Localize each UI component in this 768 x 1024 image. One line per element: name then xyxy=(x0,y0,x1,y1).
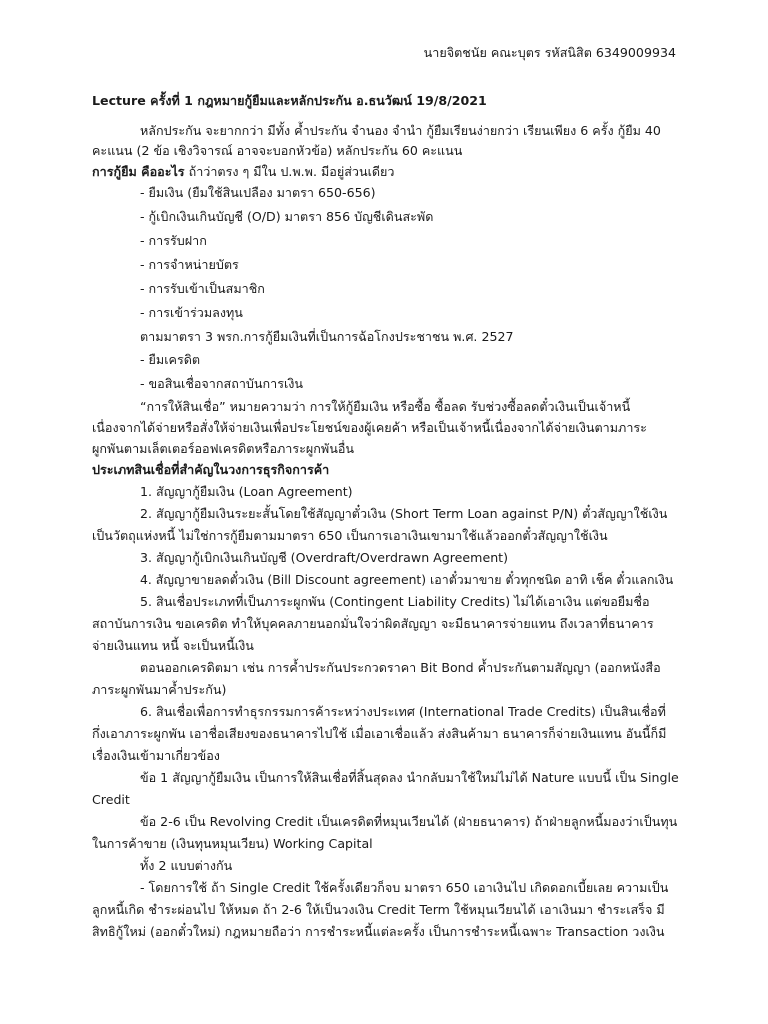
credit-type-line: 6. สินเชื่อเพื่อการทำธุรกรรมการค้าระหว่างประเทศ (International Trade Credits) เป็นสินเชื่อที่ xyxy=(140,704,666,719)
note-line: ข้อ 2-6 เป็น Revolving Credit เป็นเครดิตที่หมุนเวียนได้ (ฝ่ายธนาคาร) ถ้าฝ่ายลูกหนี้มองว่าเป็นทุน xyxy=(140,814,678,829)
act-reference: ตามมาตรา 3 พรก.การกู้ยืมเงินที่เป็นการฉ้อโกงประชาชน พ.ศ. 2527 xyxy=(140,329,514,344)
list-item: - ยืมเงิน (ยืมใช้สินเปลือง มาตรา 650-656) xyxy=(140,185,376,200)
definition-line: เนื่องจากได้จ่ายหรือสั่งให้จ่ายเงินเพื่อประโยชน์ของผู้เคยค้า หรือเป็นเจ้าหนี้เนื่องจากได้จ่ายเงินตามภาระ xyxy=(92,420,647,435)
credit-type-line: ตอนออกเครดิตมา เช่น การค้ำประกันประกวดราคา Bit Bond ค้ำประกันตามสัญญา (ออกหนังสือ xyxy=(140,660,661,675)
credit-type-line: จ่ายเงินแทน หนี้ จะเป็นหนี้เงิน xyxy=(92,638,254,653)
credit-type-line: 1. สัญญากู้ยืมเงิน (Loan Agreement) xyxy=(140,484,353,499)
loan-question-heading: การกู้ยืม คืออะไร xyxy=(92,164,185,179)
loan-question xyxy=(92,163,395,181)
credit-type-line: 2. สัญญากู้ยืมเงินระยะสั้นโดยใช้สัญญาตั๋วเงิน (Short Term Loan against P/N) ตั๋วสัญญาใช้เงิน xyxy=(140,506,668,521)
note-line: - โดยการใช้ ถ้า Single Credit ใช้ครั้งเดียวก็จบ มาตรา 650 เอาเงินไป เกิดดอกเบี้ยเลย ความเป็น xyxy=(140,880,669,895)
note-line: ลูกหนี้เกิด ชำระผ่อนไป ให้หมด ถ้า 2-6 ให้เป็นวงเงิน Credit Term ใช้หมุนเวียนได้ เอาเงินมา ชำระเสร็จ มี xyxy=(92,902,665,917)
list-item: - การจำหน่ายบัตร xyxy=(140,257,239,272)
list-item: - การรับเข้าเป็นสมาชิก xyxy=(140,281,265,296)
credit-type-line: เรื่องเงินเข้ามาเกี่ยวข้อง xyxy=(92,748,220,763)
note-line: ข้อ 1 สัญญากู้ยืมเงิน เป็นการให้สินเชื่อที่สิ้นสุดลง นำกลับมาใช้ใหม่ไม่ได้ Nature แบบนี้ เป็น Single xyxy=(140,770,679,785)
credit-type-line: สถาบันการเงิน ขอเครดิต ทำให้บุคคลภายนอกมั่นใจว่าผิดสัญญา จะมีธนาคารจ่ายแทน ถึงเวลาที่ธนาคาร xyxy=(92,616,654,631)
intro-line: หลักประกัน จะยากกว่า มีทั้ง ค้ำประกัน จำนอง จำนำ กู้ยืมเรียนง่ายกว่า เรียนเพียง 6 ครั้ง กู้ยืม 40 xyxy=(140,123,661,138)
list-item: - กู้เบิกเงินเกินบัญชี (O/D) มาตรา 856 บัญชีเดินสะพัด xyxy=(140,209,434,224)
intro-line: คะแนน (2 ข้อ เชิงวิจารณ์ อาจจะบอกหัวข้อ) หลักประกัน 60 คะแนน xyxy=(92,143,463,158)
credit-type-line: 3. สัญญากู้เบิกเงินเกินบัญชี (Overdraft/Overdrawn Agreement) xyxy=(140,550,509,565)
note-line: ในการค้าขาย (เงินทุนหมุนเวียน) Working Capital xyxy=(92,836,373,851)
note-line: สิทธิกู้ใหม่ (ออกตั๋วใหม่) กฎหมายถือว่า การชำระหนี้แต่ละครั้ง เป็นการชำระหนี้เฉพาะ Transaction วงเงิน xyxy=(92,924,665,939)
credit-type-line: 5. สินเชื่อประเภทที่เป็นภาระผูกพัน (Contingent Liability Credits) ไม่ได้เอาเงิน แต่ขอยืมชื่อ xyxy=(140,594,650,609)
definition-line: ผูกพันตามเล็ตเตอร์ออฟเครดิตหรือภาระผูกพันอื่น xyxy=(92,441,354,456)
note-line: ทั้ง 2 แบบต่างกัน xyxy=(140,858,233,873)
list-item: - การเข้าร่วมลงทุน xyxy=(140,305,243,320)
note-line: Credit xyxy=(92,792,130,807)
credit-type-line: 4. สัญญาขายลดตั๋วเงิน (Bill Discount agreement) เอาตั๋วมาขาย ตั๋วทุกชนิด อาทิ เช็ค ตั๋วแลกเงิน xyxy=(140,572,674,587)
credit-type-line: กึ่งเอาภาระผูกพัน เอาชื่อเสียงของธนาคารไปใช้ เมื่อเอาเชื่อแล้ว ส่งสินค้ามา ธนาคารก็จ่ายเงินแทน อันนี้ก็มี xyxy=(92,726,667,741)
list-item: - ยืมเครดิต xyxy=(140,352,201,367)
lecture-title: Lecture ครั้งที่ 1 กฎหมายกู้ยืมและหลักประกัน อ.ธนวัฒน์ 19/8/2021 xyxy=(92,93,487,108)
credit-type-line: ภาระผูกพันมาค้ำประกัน) xyxy=(92,682,227,697)
credit-type-line: เป็นวัตถุแห่งหนี้ ไม่ใช่การกู้ยืมตามมาตรา 650 เป็นการเอาเงินเขามาใช้แล้วออกตั๋วสัญญาใช้เงิน xyxy=(92,528,608,543)
definition-line: “การให้สินเชื่อ” หมายความว่า การให้กู้ยืมเงิน หรือซื้อ ซื้อลด รับช่วงซื้อลดตั๋วเงินเป็นเจ้าหนี้ xyxy=(140,399,631,414)
section-heading: ประเภทสินเชื่อที่สำคัญในวงการธุรกิจการค้า xyxy=(92,462,330,477)
list-item: - การรับฝาก xyxy=(140,233,207,248)
list-item: - ขอสินเชื่อจากสถาบันการเงิน xyxy=(140,376,304,391)
loan-question-text: ถ้าว่าตรง ๆ มีใน ป.พ.พ. มีอยู่ส่วนเดียว xyxy=(184,164,395,179)
author-header: นายจิตชนัย คณะบุตร รหัสนิสิต 6349009934 xyxy=(423,45,676,60)
